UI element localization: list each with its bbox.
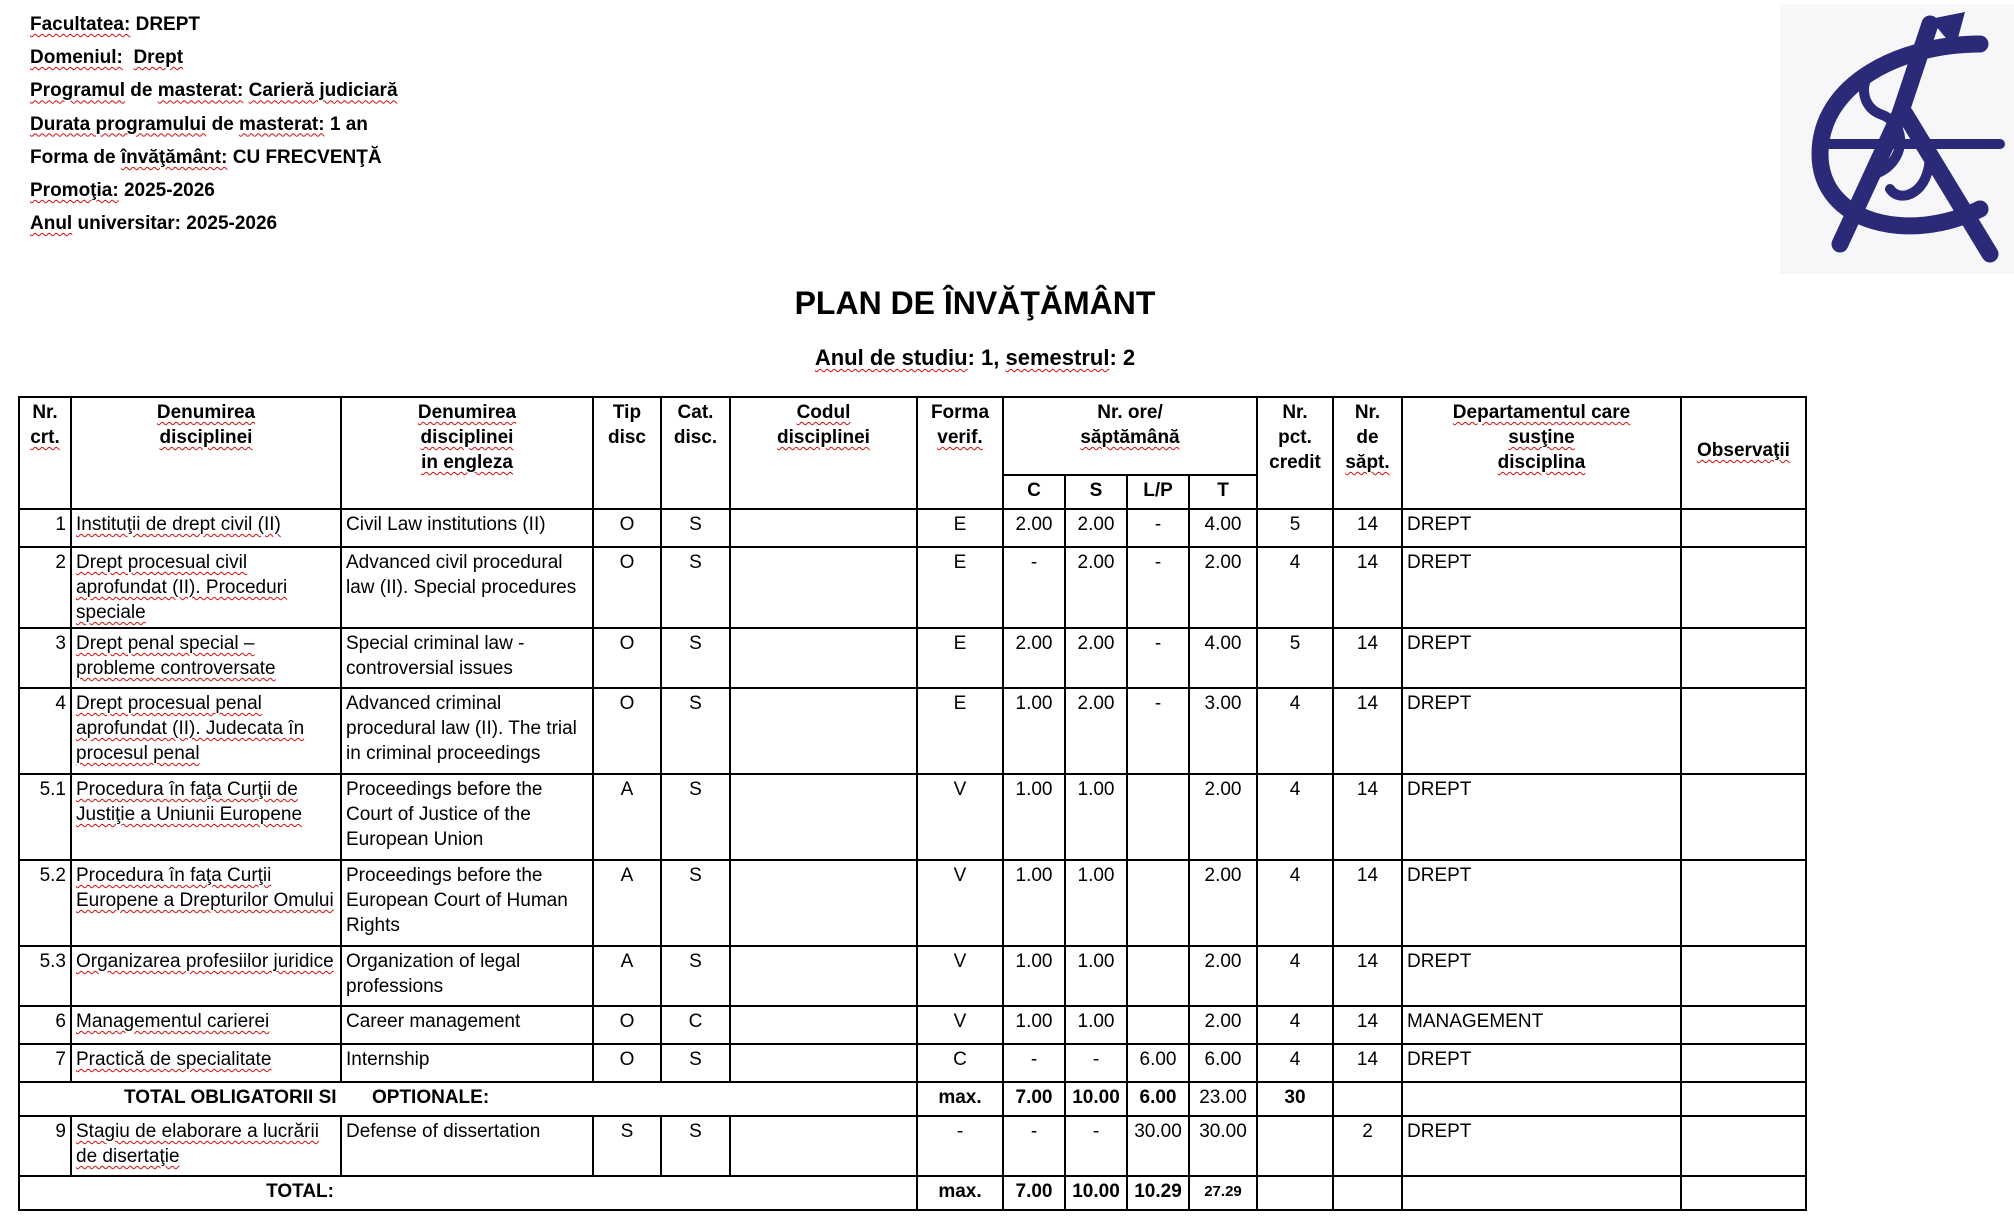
cell-weeks: 14 [1333, 946, 1402, 1006]
cell-nr: 6 [19, 1006, 71, 1044]
table-row [19, 547, 1806, 628]
table-row [19, 1044, 1806, 1082]
header-weeks-a: Nr. [1354, 402, 1381, 423]
cell-tip: S [593, 1116, 661, 1176]
cell-tip: O [593, 547, 661, 628]
cell-dept: DREPT [1402, 1044, 1681, 1082]
cell-nr: 2 [19, 547, 71, 628]
subtotal-dept [1402, 1082, 1681, 1116]
cell-c: 1.00 [1003, 860, 1065, 946]
header-code [730, 397, 917, 509]
page-title: PLAN DE ÎNVĂŢĂMÂNT [794, 285, 1156, 321]
cell-cat: S [661, 860, 730, 946]
cell-s: - [1065, 1044, 1127, 1082]
table-row [19, 1116, 1806, 1176]
cell-cat: S [661, 1044, 730, 1082]
cell-verif: V [917, 1006, 1003, 1044]
cell-lp: 6.00 [1127, 1044, 1189, 1082]
total-weeks [1333, 1176, 1402, 1210]
cell-weeks: 2 [1333, 1116, 1402, 1176]
program-label-b: de [125, 80, 158, 102]
cell-t: 6.00 [1189, 1044, 1257, 1082]
cell-obs [1681, 547, 1806, 628]
cell-c: 1.00 [1003, 946, 1065, 1006]
header-en-b: disciplinei [420, 427, 514, 448]
cell-s: 1.00 [1065, 946, 1127, 1006]
cell-verif: V [917, 860, 1003, 946]
cell-lp: - [1127, 547, 1189, 628]
header-cat [661, 397, 730, 509]
cell-s: 2.00 [1065, 547, 1127, 628]
cell-name: Procedura în faţa Curţii Europene a Drepturilor Omului [71, 860, 341, 946]
cell-s: - [1065, 1116, 1127, 1176]
cell-code [730, 628, 917, 688]
header-obs [1681, 397, 1806, 509]
year-value: 2025-2026 [186, 213, 278, 235]
curriculum-table [18, 396, 1807, 1211]
cell-s: 2.00 [1065, 628, 1127, 688]
cell-lp [1127, 860, 1189, 946]
cell-en: Proceedings before the European Court of Human Rights [341, 860, 593, 946]
cell-nr: 5.1 [19, 774, 71, 860]
header-name-b: disciplinei [159, 427, 253, 448]
header-lp: L/P [1127, 475, 1189, 509]
cell-en: Defense of dissertation [341, 1116, 593, 1176]
cell-t: 2.00 [1189, 774, 1257, 860]
cell-s: 2.00 [1065, 509, 1127, 547]
subtitle-semester-value: : 2 [1109, 345, 1136, 370]
year-label-a: Anul [30, 213, 73, 235]
cell-dept: DREPT [1402, 628, 1681, 688]
header-cat-a: Cat. [677, 402, 714, 423]
duration-label-b: de [206, 113, 240, 135]
form-label-b: învăţământ: [120, 146, 228, 168]
header-nr [19, 397, 71, 509]
faculty-value: DREPT [135, 14, 200, 35]
cell-t: 4.00 [1189, 509, 1257, 547]
header-verif [917, 397, 1003, 509]
cell-tip: O [593, 509, 661, 547]
cell-dept: DREPT [1402, 688, 1681, 774]
cell-lp: 30.00 [1127, 1116, 1189, 1176]
cell-tip: A [593, 946, 661, 1006]
total-label: TOTAL: [266, 1181, 334, 1202]
cell-verif: E [917, 628, 1003, 688]
cell-verif: E [917, 547, 1003, 628]
program-label-a: Programul [30, 80, 126, 102]
cell-en: Advanced civil procedural law (II). Special procedures [341, 547, 593, 628]
total-row [19, 1176, 1806, 1210]
cell-c: - [1003, 1116, 1065, 1176]
table-header-row [19, 397, 1806, 475]
cell-verif: E [917, 688, 1003, 774]
cell-tip: O [593, 628, 661, 688]
cell-cat: S [661, 946, 730, 1006]
cell-credit: 5 [1257, 509, 1333, 547]
cell-dept: DREPT [1402, 860, 1681, 946]
subtotal-label [19, 1082, 917, 1116]
total-credit [1257, 1176, 1333, 1210]
header-tip-a: Tip [612, 402, 642, 423]
header-weeks-b: de [1356, 427, 1379, 448]
cell-obs [1681, 688, 1806, 774]
subtotal-c: 7.00 [1003, 1082, 1065, 1116]
cell-en: Internship [341, 1044, 593, 1082]
domain-line [30, 41, 398, 74]
cell-credit: 4 [1257, 946, 1333, 1006]
year-line [30, 207, 398, 240]
cell-en: Special criminal law - controversial issues [341, 628, 593, 688]
cell-credit: 4 [1257, 1006, 1333, 1044]
cell-name: Instituţii de drept civil (II) [71, 509, 341, 547]
subtotal-lp: 6.00 [1127, 1082, 1189, 1116]
cell-name: Managementul carierei [71, 1006, 341, 1044]
cell-obs [1681, 946, 1806, 1006]
cell-obs [1681, 509, 1806, 547]
cell-lp: - [1127, 628, 1189, 688]
header-dept [1402, 397, 1681, 509]
header-t: T [1189, 475, 1257, 509]
header-tip [593, 397, 661, 509]
cell-tip: O [593, 1006, 661, 1044]
university-monogram-logo [1780, 4, 2014, 274]
cell-c: 1.00 [1003, 1006, 1065, 1044]
table-row [19, 860, 1806, 946]
cell-credit: 5 [1257, 628, 1333, 688]
header-verif-b: verif. [937, 427, 983, 448]
cell-credit: 4 [1257, 774, 1333, 860]
cell-nr: 3 [19, 628, 71, 688]
cell-c: 1.00 [1003, 774, 1065, 860]
header-hours-a: Nr. ore/ [1097, 402, 1163, 423]
header-nr-a: Nr. [32, 402, 58, 423]
cell-cat: S [661, 509, 730, 547]
cell-nr: 4 [19, 688, 71, 774]
cell-obs [1681, 1006, 1806, 1044]
cell-nr: 1 [19, 509, 71, 547]
cell-cat: S [661, 547, 730, 628]
cell-weeks: 14 [1333, 688, 1402, 774]
cell-code [730, 1006, 917, 1044]
total-max: max. [917, 1176, 1003, 1210]
cell-verif: - [917, 1116, 1003, 1176]
header-c: C [1003, 475, 1065, 509]
cell-lp: - [1127, 688, 1189, 774]
cell-name: Drept penal special – probleme controversate [71, 628, 341, 688]
total-label-cell [19, 1176, 917, 1210]
cell-code [730, 1116, 917, 1176]
cell-weeks: 14 [1333, 1044, 1402, 1082]
program-line [30, 74, 398, 107]
cell-weeks: 14 [1333, 509, 1402, 547]
subtotal-obs [1681, 1082, 1806, 1116]
total-c: 7.00 [1003, 1176, 1065, 1210]
cell-nr: 9 [19, 1116, 71, 1176]
cell-credit: 4 [1257, 1044, 1333, 1082]
cell-t: 3.00 [1189, 688, 1257, 774]
domain-value: Drept [133, 47, 184, 69]
cell-t: 2.00 [1189, 946, 1257, 1006]
subtitle-year-label: Anul de studiu [814, 345, 968, 370]
header-credit-b: pct. [1278, 427, 1312, 448]
cell-obs [1681, 860, 1806, 946]
cell-c: - [1003, 547, 1065, 628]
header-obs-a: Observaţii [1697, 440, 1790, 461]
cell-en: Advanced criminal procedural law (II). The trial in criminal proceedings [341, 688, 593, 774]
cell-dept: DREPT [1402, 774, 1681, 860]
cell-weeks: 14 [1333, 860, 1402, 946]
domain-label: Domeniul: [30, 47, 123, 69]
cell-obs [1681, 628, 1806, 688]
cell-lp [1127, 1006, 1189, 1044]
cell-credit: 4 [1257, 688, 1333, 774]
cell-lp [1127, 774, 1189, 860]
cell-tip: O [593, 688, 661, 774]
cell-code [730, 774, 917, 860]
cell-code [730, 946, 917, 1006]
cell-s: 2.00 [1065, 688, 1127, 774]
total-dept [1402, 1176, 1681, 1210]
cell-nr: 5.2 [19, 860, 71, 946]
form-line [30, 141, 398, 174]
cell-dept: DREPT [1402, 509, 1681, 547]
total-obs [1681, 1176, 1806, 1210]
cell-dept: DREPT [1402, 547, 1681, 628]
cell-c: 2.00 [1003, 628, 1065, 688]
cell-t: 2.00 [1189, 860, 1257, 946]
table-row [19, 688, 1806, 774]
cell-verif: E [917, 509, 1003, 547]
header-name [71, 397, 341, 509]
program-label-c: masterat: [157, 80, 244, 102]
cell-credit [1257, 1116, 1333, 1176]
table-row [19, 628, 1806, 688]
cell-cat: S [661, 774, 730, 860]
header-s: S [1065, 475, 1127, 509]
subtotal-label-b: OPTIONALE: [372, 1087, 490, 1108]
cell-t: 30.00 [1189, 1116, 1257, 1176]
cell-nr: 5.3 [19, 946, 71, 1006]
cell-weeks: 14 [1333, 628, 1402, 688]
subtotal-s: 10.00 [1065, 1082, 1127, 1116]
total-s: 10.00 [1065, 1176, 1127, 1210]
cell-nr: 7 [19, 1044, 71, 1082]
cell-c: 2.00 [1003, 509, 1065, 547]
cell-credit: 4 [1257, 860, 1333, 946]
cell-code [730, 547, 917, 628]
header-name-en [341, 397, 593, 509]
cell-dept: DREPT [1402, 1116, 1681, 1176]
header-weeks-c: săpt. [1345, 452, 1390, 473]
header-en-c: in engleza [421, 452, 513, 473]
document-header [30, 8, 398, 240]
header-hours-b: săptămână [1080, 427, 1180, 448]
cell-t: 4.00 [1189, 628, 1257, 688]
cell-code [730, 509, 917, 547]
cell-lp [1127, 946, 1189, 1006]
duration-line [30, 108, 398, 141]
subtotal-weeks [1333, 1082, 1402, 1116]
cell-t: 2.00 [1189, 1006, 1257, 1044]
header-name-a: Denumirea [156, 402, 256, 423]
subtotal-credit: 30 [1257, 1082, 1333, 1116]
cell-en: Organization of legal professions [341, 946, 593, 1006]
cell-en: Proceedings before the Court of Justice of the European Union [341, 774, 593, 860]
subtotal-max: max. [917, 1082, 1003, 1116]
header-nr-b: crt. [30, 427, 60, 448]
header-dept-a: Departamentul care [1452, 402, 1631, 423]
cell-dept: DREPT [1402, 946, 1681, 1006]
cell-cat: S [661, 1116, 730, 1176]
table-row [19, 1006, 1806, 1044]
cell-verif: V [917, 946, 1003, 1006]
cell-tip: A [593, 774, 661, 860]
cell-dept: MANAGEMENT [1402, 1006, 1681, 1044]
cell-t: 2.00 [1189, 547, 1257, 628]
cell-code [730, 688, 917, 774]
cell-c: 1.00 [1003, 688, 1065, 774]
cell-weeks: 14 [1333, 1006, 1402, 1044]
cell-name: Stagiu de elaborare a lucrării de disertaţie [71, 1116, 341, 1176]
cell-name: Practică de specialitate [71, 1044, 341, 1082]
cell-c: - [1003, 1044, 1065, 1082]
header-dept-c: disciplina [1497, 452, 1586, 473]
header-verif-a: Forma [930, 402, 990, 423]
header-code-b: disciplinei [777, 427, 870, 448]
promotion-line [30, 174, 398, 207]
program-value: Carieră judiciară [248, 80, 398, 102]
table-row [19, 509, 1806, 547]
header-credit-c: credit [1269, 452, 1321, 473]
duration-label-a: Durata programului [30, 113, 207, 135]
cell-obs [1681, 1116, 1806, 1176]
cell-name: Procedura în faţa Curţii de Justiţie a Uniunii Europene [71, 774, 341, 860]
cell-en: Civil Law institutions (II) [341, 509, 593, 547]
promotion-label: Promoţia: [30, 179, 119, 201]
cell-verif: V [917, 774, 1003, 860]
faculty-line [30, 8, 398, 41]
total-t: 27.29 [1189, 1176, 1257, 1210]
header-en-a: Denumirea [417, 402, 517, 423]
cell-code [730, 1044, 917, 1082]
cell-code [730, 860, 917, 946]
faculty-label: Facultatea: [30, 14, 131, 35]
subtotal-row [19, 1082, 1806, 1116]
promotion-value: 2025-2026 [123, 179, 215, 201]
header-weeks [1333, 397, 1402, 509]
header-code-a: Codul [796, 402, 851, 423]
subtitle-semester-label: semestrul [1005, 345, 1110, 370]
cell-cat: C [661, 1006, 730, 1044]
header-credit-a: Nr. [1282, 402, 1308, 423]
cell-s: 1.00 [1065, 1006, 1127, 1044]
header-dept-b: susţine [1508, 427, 1575, 448]
cell-obs [1681, 774, 1806, 860]
cell-cat: S [661, 628, 730, 688]
form-value: CU FRECVENŢĂ [232, 146, 382, 168]
cell-obs [1681, 1044, 1806, 1082]
total-lp: 10.29 [1127, 1176, 1189, 1210]
cell-weeks: 14 [1333, 774, 1402, 860]
subtitle-year-value: : 1, [967, 345, 1006, 370]
cell-verif: C [917, 1044, 1003, 1082]
header-hours [1003, 397, 1257, 475]
header-cat-b: disc. [673, 427, 718, 448]
cell-en: Career management [341, 1006, 593, 1044]
cell-tip: O [593, 1044, 661, 1082]
cell-name: Organizarea profesiilor juridice [71, 946, 341, 1006]
header-credit [1257, 397, 1333, 509]
cell-tip: A [593, 860, 661, 946]
duration-label-c: masterat: [239, 113, 325, 135]
cell-s: 1.00 [1065, 774, 1127, 860]
cell-weeks: 14 [1333, 547, 1402, 628]
cell-s: 1.00 [1065, 860, 1127, 946]
subtotal-label-a: TOTAL OBLIGATORII SI [124, 1087, 337, 1108]
cell-cat: S [661, 688, 730, 774]
duration-value: 1 an [329, 113, 368, 135]
cell-lp: - [1127, 509, 1189, 547]
year-label-b: universitar: [72, 213, 181, 235]
table-row [19, 774, 1806, 860]
form-label-a: Forma de [30, 146, 121, 168]
cell-name: Drept procesual penal aprofundat (II). Judecata în procesul penal [71, 688, 341, 774]
cell-name: Drept procesual civil aprofundat (II). Proceduri speciale [71, 547, 341, 628]
header-tip-b: disc [607, 427, 647, 448]
page-subtitle [0, 345, 1950, 371]
table-row [19, 946, 1806, 1006]
cell-credit: 4 [1257, 547, 1333, 628]
subtotal-t: 23.00 [1189, 1082, 1257, 1116]
